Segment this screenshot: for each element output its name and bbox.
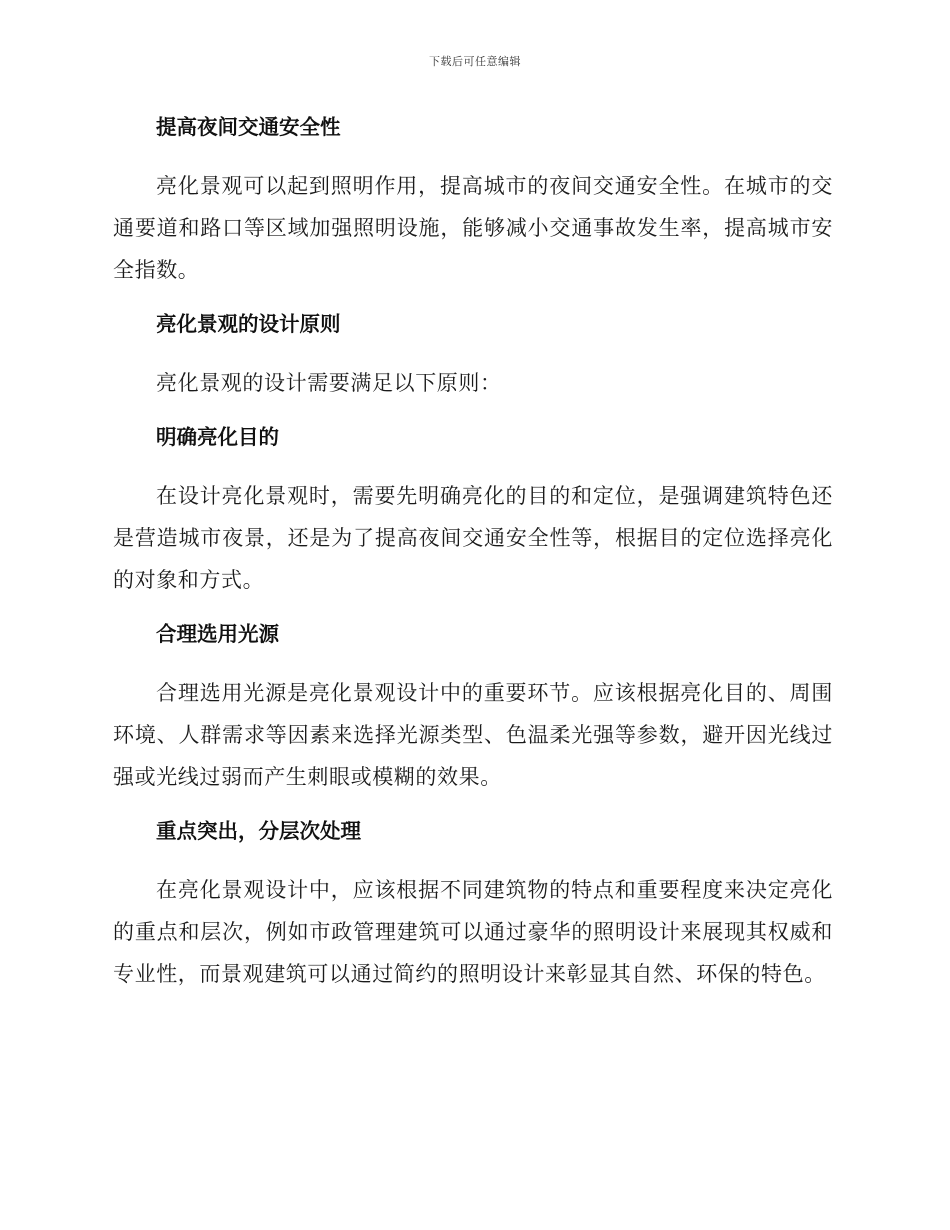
paragraph-line: 是营造城市夜景，还是为了提高夜间交通安全性等，根据目的定位选择亮化 [113, 526, 833, 550]
section-heading: 合理选用光源 [156, 622, 279, 646]
paragraph [113, 869, 833, 995]
paragraph-line: 通要道和路口等区域加强照明设施，能够减小交通事故发生率，提高城市安 [113, 216, 833, 240]
paragraph-line: 亮化景观可以起到照明作用，提高城市的夜间交通安全性。在城市的交 [156, 174, 833, 198]
section [113, 109, 833, 306]
page-header: 下载后可任意编辑 [429, 55, 521, 68]
section-heading: 亮化景观的设计原则 [156, 312, 341, 336]
paragraph-line: 合理选用光源是亮化景观设计中的重要环节。应该根据亮化目的、周围 [156, 681, 833, 705]
section [113, 616, 833, 813]
paragraph-line: 专业性，而景观建筑可以通过简约的照明设计来彰显其自然、环保的特色。 [113, 962, 826, 986]
paragraph-line: 在亮化景观设计中，应该根据不同建筑物的特点和重要程度来决定亮化 [156, 878, 833, 902]
section-heading: 提高夜间交通安全性 [156, 115, 341, 139]
paragraph [113, 672, 833, 798]
paragraph [113, 362, 833, 404]
paragraph-line: 亮化景观的设计需要满足以下原则： [156, 371, 502, 395]
section [113, 306, 833, 419]
paragraph-line: 强或光线过弱而产生刺眼或模糊的效果。 [113, 765, 502, 789]
paragraph [113, 165, 833, 291]
paragraph-line: 在设计亮化景观时，需要先明确亮化的目的和定位，是强调建筑特色还 [156, 484, 833, 508]
document-body [113, 109, 833, 995]
paragraph-line: 全指数。 [113, 258, 200, 282]
paragraph-line: 环境、人群需求等因素来选择光源类型、色温柔光强等参数，避开因光线过 [113, 723, 833, 747]
section [113, 419, 833, 616]
paragraph-line: 的重点和层次，例如市政管理建筑可以通过豪华的照明设计来展现其权威和 [113, 920, 833, 944]
paragraph [113, 475, 833, 601]
paragraph-line: 的对象和方式。 [113, 568, 265, 592]
section-heading: 重点突出，分层次处理 [156, 819, 361, 843]
section-heading: 明确亮化目的 [156, 425, 279, 449]
section [113, 813, 833, 995]
